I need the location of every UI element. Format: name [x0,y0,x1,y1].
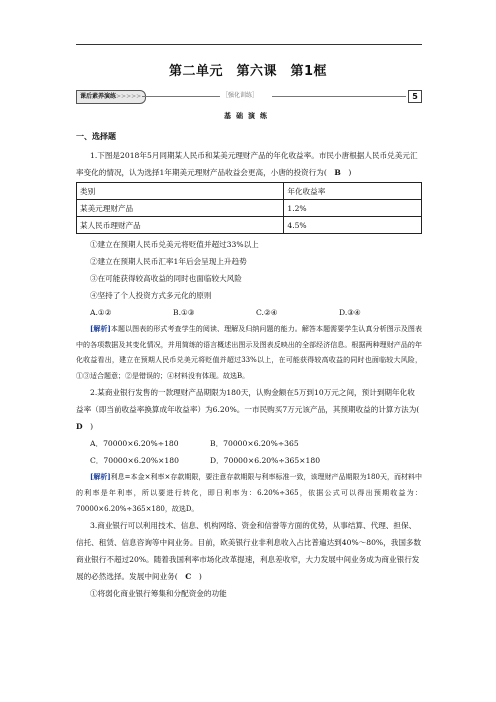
option-item: ④坚持了个人投资方式多元化的原则 [90,291,212,300]
answer-1: B [334,168,341,177]
strengthen-tag: ［强化训练］ [222,92,259,99]
section-tab-label: 课后素养演练 [80,93,117,100]
content [76,147,427,602]
question-3-stem: 3.商业银行可以利用技术、信息、机构网络、资金和信誉等方面的优势，从事结算、代理、担保、信托、租赁、信息咨询等中间业务。目前，欧美银行业非利息收入占比普遍达到40%～80%，我国多数商业银行不超过20%。随着我国利率市场化改革提速，利息差收窄，大力发展中间业务成为商业银行发展的必然选择。发展中间业务( C ) [76,521,422,582]
choices-row [76,435,422,452]
choice: D.③④ [339,308,361,317]
table-header-row [77,183,422,200]
choices-row [76,304,422,321]
section-title: 一、选择题 [76,132,116,141]
choice: B.①③ [173,308,195,317]
choice: B．70000×6.20%÷365 [210,439,299,449]
choice: C．70000×6.20%×180 [90,456,179,466]
table-cell: 某美元理财产品 [77,200,284,217]
choices-row [76,452,422,469]
section-tab [76,90,146,104]
choice: D．70000×6.20%÷365×180 [210,456,321,466]
analysis-tag: [解析] [90,324,111,333]
choice: C.②④ [256,308,278,317]
option-item: ①建立在预期人民币兑美元将贬值并超过33%以上 [90,240,259,249]
header-divider-right [272,96,406,97]
table-row [77,217,422,234]
subhead: 基础演练 [224,112,272,120]
answer-3: C [185,572,192,582]
option-item: ③在可能获得较高收益的同时也面临较大风险 [90,274,242,283]
question-1-stem: 1.下图是2018年5月同期某人民币和某美元理财产品的年化收益率。市民小唐根据人民币兑美元汇率变化的情况，认为选择1年期美元理财产品收益会更高，小唐的投资行为( B ) [76,151,418,177]
section-tab-arrows: >>>>> [116,93,142,100]
section-header-bar [76,90,422,102]
rate-table [76,182,422,234]
page-number-badge: 5 [408,90,422,103]
header-divider-left [142,96,220,97]
question-2-stem: 2.某商业银行发售的一款理财产品期限为180天，认购金额在5万到10万元之间，预计到期年化收益率（即当前收益率换算成年收益率）为6.20%。一市民购买7万元该产品，其预期收益的计算方法为( D ) [76,388,427,432]
analysis-tag: [解析] [90,472,111,482]
option-item: ①将弱化商业银行筹集和分配资金的功能 [90,589,227,599]
table-cell: 4.5% [284,217,422,234]
analysis-2: [解析]利息=本金×利率×存款期限，要注意存款期限与利率标准一致，该理财产品期限为180天，而材料中的利率是年利率，所以要进行转化，即日利率为：6.20%÷365，依据公式可以得出预期收益为：70000×6.20%÷365×180，故选D。 [76,472,422,513]
table-cell: 1.2% [284,200,422,217]
analysis-1: [解析]本题以图表的形式考查学生的阅读、理解及归纳问题的能力。解答本题需要学生认真分析图示及图表中的各项数据及其变化情况，并用简练的语言概述出图示及图表反映出的全部经济信息。根据两种理财产品的年化收益看出，建立在预期人民币兑美元将贬值并超过33%以上，在可能获得较高收益的同时也面临较大风险，①③适合题意；②是错误的；④材料没有体现。故选B。 [76,324,423,380]
table-cell: 某人民币理财产品 [77,217,284,234]
page-title: 第二单元 第六课 第1框 [168,64,328,79]
table-row [77,200,422,217]
table-header-cell: 年化收益率 [284,183,422,200]
choice: A．70000×6.20%÷180 [90,439,179,449]
table-header-cell: 类别 [77,183,284,200]
answer-2: D [76,422,83,432]
choice: A.①② [90,308,112,317]
top-rule [76,44,422,45]
option-item: ②建立在预期人民币汇率1年后会呈现上升趋势 [90,257,247,266]
